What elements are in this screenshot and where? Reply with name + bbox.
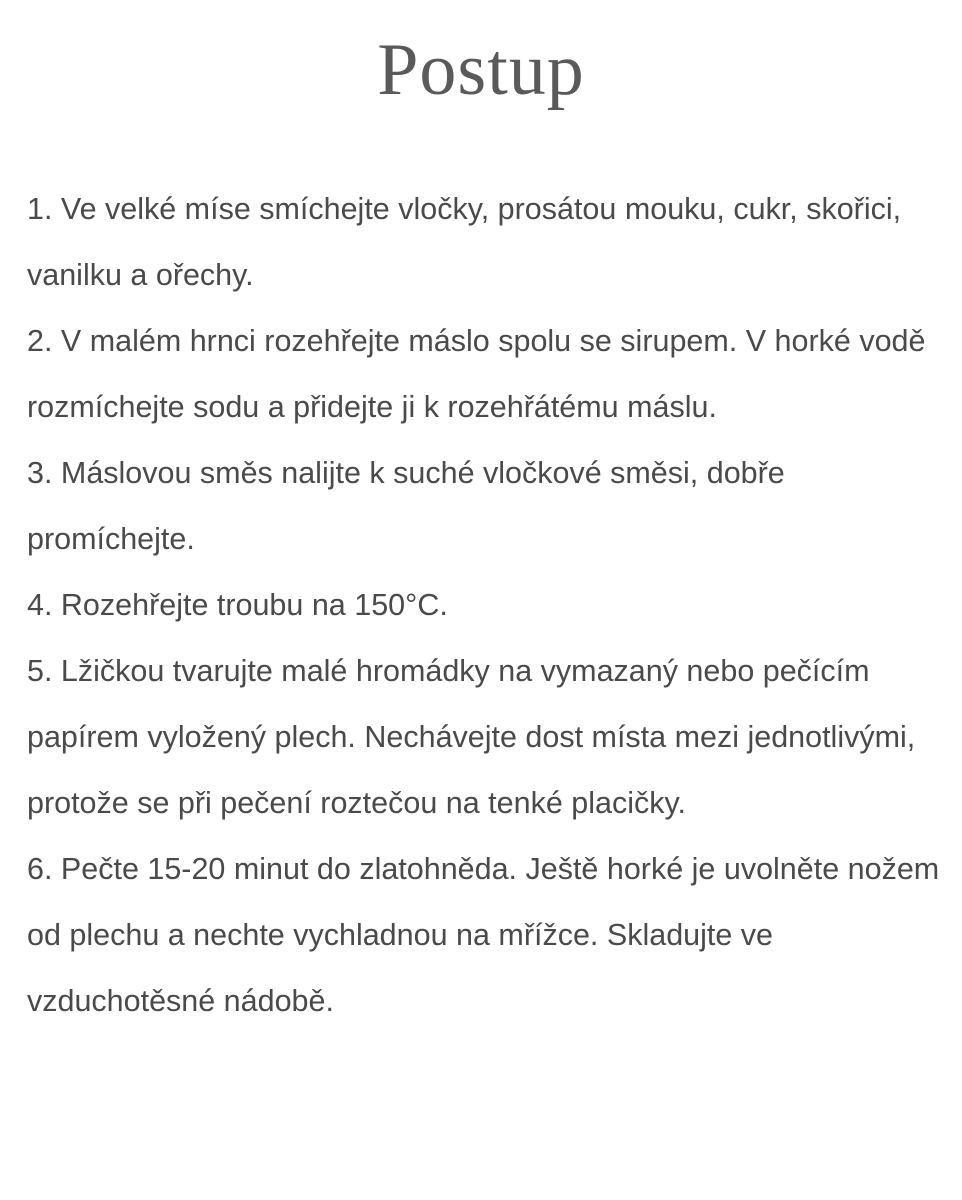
step-5: 5. Lžičkou tvarujte malé hromádky na vymazaný nebo pečícím papírem vyložený plech. Nechávejte dost místa mezi jednotlivými, protože se při pečení roztečou na tenké placičky. xyxy=(27,654,916,820)
step-1: 1. Ve velké míse smíchejte vločky, prosátou mouku, cukr, skořici, vanilku a ořechy. xyxy=(27,192,902,292)
step-6: 6. Pečte 15-20 minut do zlatohněda. Ještě horké je uvolněte nožem od plechu a nechte vychladnou na mřížce. Skladujte ve vzduchotěsné nádobě. xyxy=(27,852,940,1018)
steps-list xyxy=(27,176,957,1034)
step-2: 2. V malém hrnci rozehřejte máslo spolu se sirupem. V horké vodě rozmíchejte sodu a přidejte ji k rozehřátému máslu. xyxy=(27,324,926,424)
step-4: 4. Rozehřejte troubu na 150°C. xyxy=(27,588,448,622)
step-3: 3. Máslovou směs nalijte k suché vločkové směsi, dobře promíchejte. xyxy=(27,456,785,556)
page-title: Postup xyxy=(377,29,585,111)
